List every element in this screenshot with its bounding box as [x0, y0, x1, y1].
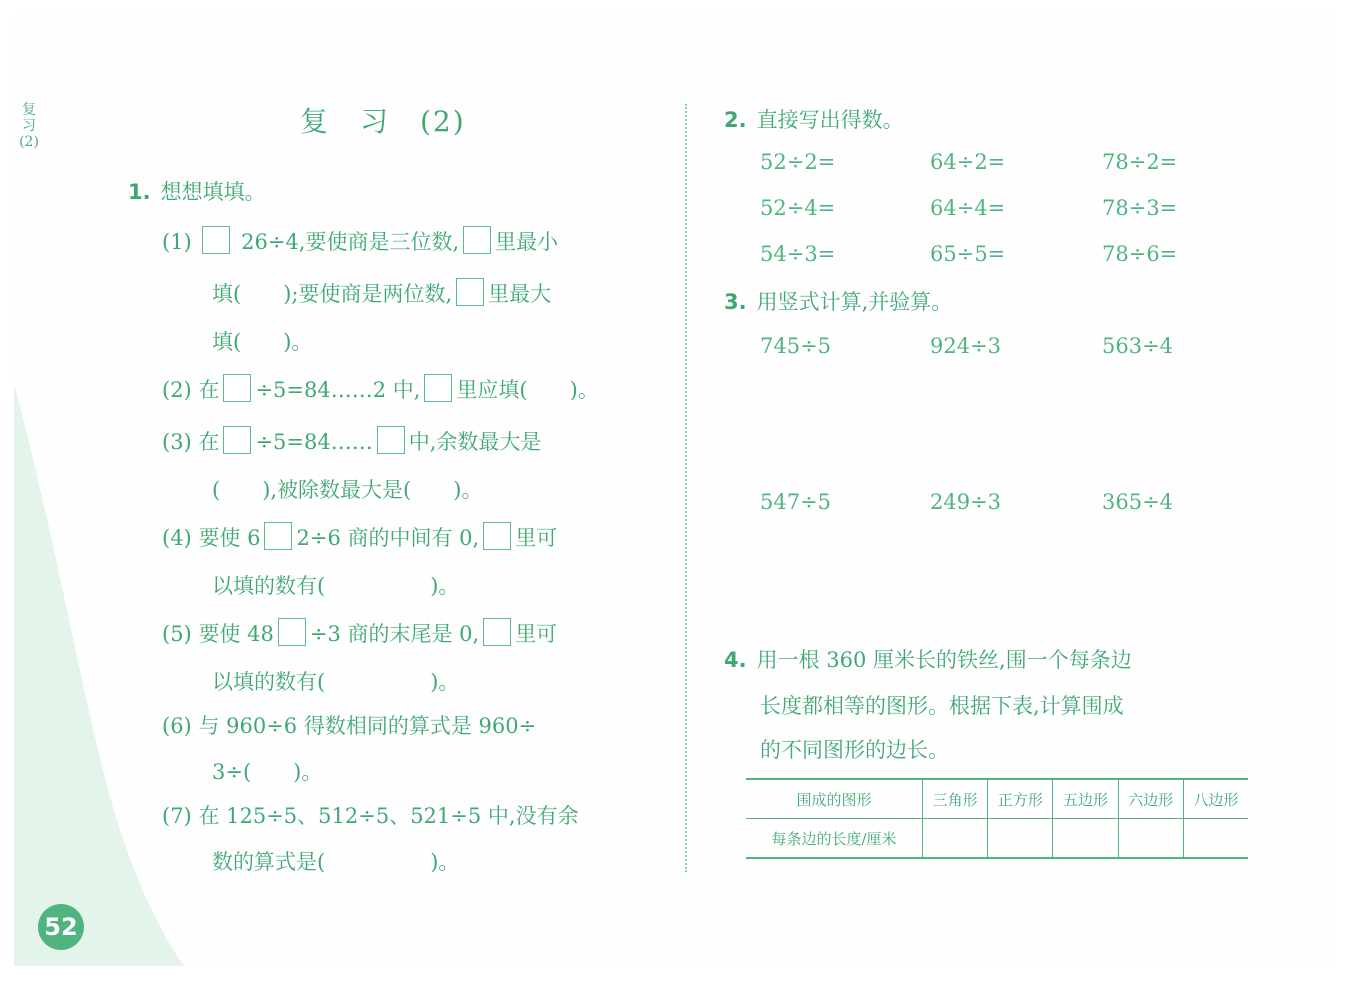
answer-box[interactable] [264, 522, 292, 550]
table-answer-cell[interactable] [923, 819, 988, 859]
q1-p7-text-a: 在 125÷5、512÷5、521÷5 中,没有余 [198, 804, 579, 828]
q2-heading [724, 104, 904, 134]
q3-heading [724, 286, 952, 316]
q1-p5-text-c: 里可 [515, 622, 558, 646]
q1-p5-line2: 以填的数有( )。 [212, 670, 460, 694]
q1-p3-line2: ( ),被除数最大是( )。 [212, 478, 483, 502]
q1-p6-label: (6) [162, 714, 192, 738]
calc-item: 52÷4= [760, 196, 836, 220]
q1-p1-line2 [212, 278, 551, 308]
q1-p1-text-d: 里最大 [488, 282, 552, 306]
q1-p3-line1 [162, 426, 541, 456]
q1-p3-text-a: 在 [198, 430, 220, 454]
calc-item: 547÷5 [760, 490, 832, 514]
answer-box[interactable] [223, 374, 251, 402]
q1-p2-text-c: 里应填( )。 [456, 378, 599, 402]
table-answer-cell[interactable] [1118, 819, 1183, 859]
table-header-cell: 六边形 [1118, 779, 1183, 819]
q4-line1 [724, 644, 1132, 674]
q1-number: 1. [128, 180, 151, 204]
q2-number: 2. [724, 108, 747, 132]
q1-p3-label: (3) [162, 430, 192, 454]
q1-p2-label: (2) [162, 378, 192, 402]
calc-item: 924÷3 [930, 334, 1002, 358]
q4-number: 4. [724, 648, 747, 672]
answer-box[interactable] [424, 374, 452, 402]
q1-p5-text-b: ÷3 商的末尾是 0, [309, 622, 480, 646]
calc-item: 563÷4 [1102, 334, 1174, 358]
q1-p4-line1 [162, 522, 557, 552]
q1-p6-line1 [162, 710, 536, 740]
q1-p4-text-a: 要使 6 [198, 526, 261, 550]
answer-box[interactable] [483, 618, 511, 646]
table-row [746, 779, 1248, 819]
answer-box[interactable] [278, 618, 306, 646]
q1-p1-text-a: 26÷4,要使商是三位数, [241, 230, 460, 254]
page-title: 复 习 (2) [300, 105, 466, 138]
table-answer-cell[interactable] [1183, 819, 1248, 859]
calc-item: 365÷4 [1102, 490, 1174, 514]
table-header-cell: 五边形 [1053, 779, 1118, 819]
q1-title: 想想填填。 [160, 180, 266, 204]
table-row [746, 819, 1248, 859]
calc-item: 52÷2= [760, 150, 836, 174]
q1-p4-line2: 以填的数有( )。 [212, 574, 460, 598]
calc-item: 249÷3 [930, 490, 1002, 514]
calc-item: 78÷2= [1102, 150, 1178, 174]
q1-p2-text-a: 在 [198, 378, 220, 402]
q3-number: 3. [724, 290, 747, 314]
q1-p7-label: (7) [162, 804, 192, 828]
answer-box[interactable] [483, 522, 511, 550]
calc-item: 78÷3= [1102, 196, 1178, 220]
q2-title: 直接写出得数。 [756, 108, 904, 132]
q4-line2: 长度都相等的图形。根据下表,计算围成 [760, 694, 1124, 718]
q1-p1-text-c: 填( );要使商是两位数, [212, 282, 453, 306]
table-header-cell: 围成的图形 [746, 779, 923, 819]
table-header-cell: 三角形 [923, 779, 988, 819]
q1-p4-text-b: 2÷6 商的中间有 0, [296, 526, 480, 550]
q4-line3: 的不同图形的边长。 [760, 738, 949, 762]
q1-heading [128, 176, 266, 206]
calc-item: 745÷5 [760, 334, 832, 358]
q1-p7-line2: 数的算式是( )。 [212, 850, 460, 874]
column-divider [685, 104, 687, 872]
q1-p4-label: (4) [162, 526, 192, 550]
q1-p5-text-a: 要使 48 [198, 622, 274, 646]
calc-item: 65÷5= [930, 242, 1006, 266]
calc-item: 54÷3= [760, 242, 836, 266]
q1-p5-label: (5) [162, 622, 192, 646]
q1-p7-line1 [162, 800, 579, 830]
shape-table [746, 778, 1248, 859]
answer-box[interactable] [456, 278, 484, 306]
table-header-cell: 八边形 [1183, 779, 1248, 819]
side-tab: 复习(2) [19, 102, 39, 150]
answer-box[interactable] [377, 426, 405, 454]
q1-p1-text-b: 里最小 [495, 230, 559, 254]
table-header-cell: 正方形 [988, 779, 1053, 819]
q1-p5-line1 [162, 618, 557, 648]
table-header-cell: 每条边的长度/厘米 [746, 819, 923, 859]
q1-p1-line1 [162, 226, 558, 256]
calc-item: 78÷6= [1102, 242, 1178, 266]
q1-p6-line2: 3÷( )。 [212, 760, 323, 784]
q3-title: 用竖式计算,并验算。 [756, 290, 953, 314]
answer-box[interactable] [223, 426, 251, 454]
table-answer-cell[interactable] [1053, 819, 1118, 859]
q1-p6-text-a: 与 960÷6 得数相同的算式是 960÷ [198, 714, 537, 738]
q1-p3-text-b: ÷5=84…… [255, 430, 373, 454]
q1-p4-text-c: 里可 [515, 526, 558, 550]
q1-p2-line1 [162, 374, 599, 404]
q1-p1-label: (1) [162, 230, 192, 254]
page-number-badge: 52 [38, 904, 84, 950]
q1-p1-line3: 填( )。 [212, 330, 313, 354]
calc-item: 64÷2= [930, 150, 1006, 174]
q1-p2-text-b: ÷5=84……2 中, [255, 378, 421, 402]
q4-text-1: 用一根 360 厘米长的铁丝,围一个每条边 [756, 648, 1132, 672]
calc-item: 64÷4= [930, 196, 1006, 220]
table-answer-cell[interactable] [988, 819, 1053, 859]
answer-box[interactable] [202, 226, 230, 254]
answer-box[interactable] [463, 226, 491, 254]
q1-p3-text-c: 中,余数最大是 [408, 430, 542, 454]
